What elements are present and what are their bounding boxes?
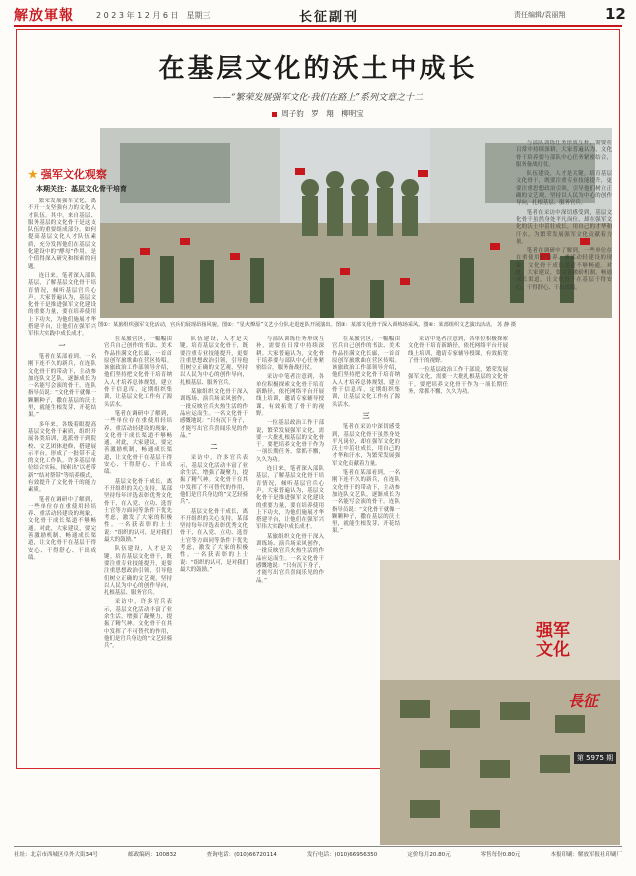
- paragraph: 队伍建设，人才是关键。培育基层文化骨干，既要注重专业技能提升，更要注重思想政治引领，引导他们树立正确的文艺观，坚持以人民为中心的创作导向，扎根基层、服务官兵。: [104, 546, 172, 597]
- page-footer: [14, 846, 622, 860]
- footer-circulation: 发行电话：(010)66956350: [306, 852, 378, 858]
- paragraph: 笔者在调研中了解到，一些单位存在重使用轻培养、重活动轻建设的现象，文化骨干成长渠道不够畅通。对此，大家建议，要完善激励机制，畅通成长渠道，让文化骨干在基层干得安心、干得舒心、干出成绩。: [28, 496, 96, 561]
- text-column-2: [104, 336, 172, 764]
- page-number: 12: [605, 5, 626, 23]
- paragraph: 在某旅营区，一幅幅由官兵自己创作的书法、美术作品挂满文化长廊，一首首原创军旅歌曲在营区传唱。该旅政治工作部领导介绍，他们坚持把文化骨干培育纳入人才培养总体规划，建立骨干信息库，定期组织集训，让基层文化工作有了源头活水。: [332, 336, 400, 408]
- paragraph: 连日来，笔者深入部队基层，了解基层文化骨干培育情况，倾听基层官兵心声。大家普遍认为，基层文化骨干是推进强军文化建设的重要力量，要在培养使用上下功夫，为他们施展才华搭建平台，让他们在强军兴军伟大实践中成长成才。: [256, 466, 324, 531]
- brand-signature: 長征: [568, 692, 599, 710]
- text-column-4: [256, 336, 324, 764]
- paragraph: 多年来，各级着眼提高基层文化骨干素质，组织开展各类培训，选派骨干到院校、文艺团体进修，搭建展示平台，形成了一批带不走的文化工作队。许多基层单位结合实际，探索出“以老带新”“结对帮带”等培养模式，有效提升了文化骨干的能力素质。: [28, 421, 96, 494]
- paragraph: 笔者在某部看到，一名刚下连不久的新兵，在连队文化骨干的带动下，主动参加连队文艺队，逐渐成长为一名能写会演的骨干。连队指导员说：“文化骨干就像一颗颗种子，撒在基层的沃土里，就能生根发芽、开花结果。”: [332, 470, 400, 535]
- paragraph: 一位基层政治工作干部说，繁荣发展强军文化，需要一大批扎根基层的文化骨干。要把培养文化骨干作为一项长期任务，常抓不懈，久久为功。: [408, 367, 508, 396]
- section-marker: 一: [58, 341, 66, 350]
- footer-printer: 本报印刷：解放军报社印刷厂: [550, 852, 622, 858]
- article-subheadline: ——“繁荣发展强军文化·我们在路上”系列文章之十二: [212, 93, 424, 103]
- paragraph: 笔者在采访中深切感受到，基层文化骨干虽然身处平凡岗位，却在强军文化的沃土中茁壮成长，用自己的才华和汗水，为繁荣发展强军文化贡献着力量。: [332, 424, 400, 467]
- paragraph: 繁荣发展强军文化，离不开一支坚强有力的文化人才队伍。其中，来自基层、服务基层的文化骨干是这支队伍的重要组成部分。如何提高基层文化人才队伍素质，充分发挥他们在基层文化建设中的“酵母”作用，是个值得深入研究和探索的问题。: [28, 198, 96, 270]
- article-byline: [0, 108, 636, 119]
- masthead: [14, 4, 626, 26]
- paragraph: 笔者在调研中了解到，一些单位存在重使用轻培养、重活动轻建设的现象，文化骨干成长渠道不够畅通。对此，大家建议，要完善激励机制，畅通成长渠道，让文化骨干在基层干得安心、干得舒心、干出成绩。: [516, 248, 612, 291]
- section-marker: 二: [210, 443, 218, 452]
- paragraph: 采访中，许多官兵表示，基层文化活动丰富了业余生活，增强了凝聚力，提振了精气神。文化骨干在其中发挥了不可替代的作用，他们是官兵身边的“文艺轻骑兵”。: [104, 599, 172, 650]
- intro-title-text: 强军文化观察: [40, 168, 107, 181]
- photo-caption-text: 图①：某旅组织强军文化活动，官兵们展现昂扬风貌。图②：“星火燎原”文艺小分队走进连队开展演出。图③：某部文化骨干深入训练场采风。图④：某部组织文艺演出活动。: [98, 322, 496, 328]
- paragraph: 在某旅营区，一幅幅由官兵自己创作的书法、美术作品挂满文化长廊，一首首原创军旅歌曲在营区传唱。该旅政治工作部领导介绍，他们坚持把文化骨干培育纳入人才培养总体规划，建立骨干信息库，定期组织集训，让基层文化工作有了源头活水。: [104, 336, 172, 408]
- editor-credit: 责任编辑/袁丽翔: [514, 11, 566, 19]
- section-marker: 三: [362, 411, 370, 420]
- paragraph: 采访中笔者注意到，各单位积极探索文化骨干培育新路径，依托网络平台开展线上培训，邀请专家辅导授课，有效拓宽了骨干的视野。: [256, 374, 324, 417]
- byline-text: 周子豹 罗 翔 柳明宝: [281, 109, 364, 118]
- footer-price: 定价每月20.80元: [407, 852, 451, 858]
- article-headline: 在基层文化的沃土中成长: [158, 54, 478, 84]
- paragraph: 队伍建设，人才是关键。培育基层文化骨干，既要注重专业技能提升，更要注重思想政治引领，引导他们树立正确的文艺观，坚持以人民为中心的创作导向，扎根基层、服务官兵。: [180, 336, 248, 386]
- newspaper-logo: 解放軍報: [14, 8, 74, 24]
- issue-date: 2 0 2 3 年 1 2 月 6 日 星期三: [96, 11, 211, 20]
- text-column-1: [28, 198, 96, 764]
- paragraph: 采访中笔者注意到，各单位积极探索文化骨干培育新路径，依托网络平台开展线上培训，邀请专家辅导授课，有效拓宽了骨干的视野。: [408, 336, 508, 364]
- text-column-3: [180, 336, 248, 764]
- paragraph: 某旅组织文化骨干深入训练场、演兵场采风创作，一批反映官兵火热生活的作品应运而生。一名文化骨干感慨地说：“只有沉下身子，才能写出官兵喜闻乐见的作品。”: [256, 533, 324, 584]
- paragraph: 连日来，笔者深入部队基层，了解基层文化骨干培育情况，倾听基层官兵心声。大家普遍认为，基层文化骨干是推进强军文化建设的重要力量，要在培养使用上下功夫，为他们施展才华搭建平台，让他们在强军兴军伟大实践中成长成才。: [28, 272, 96, 338]
- logo-line-2: 文化: [536, 640, 570, 660]
- paragraph: 队伍建设，人才是关键。培育基层文化骨干，既要注重专业技能提升，更要注重思想政治引领，引导他们树立正确的文艺观，坚持以人民为中心的创作导向，扎根基层、服务官兵。: [516, 171, 612, 207]
- section-title: 长征副刊: [299, 10, 360, 25]
- paragraph: 基层文化骨干成长，离不开组织的关心支持。某部坚持每年评选表彰优秀文化骨干，在入党、立功、选晋士官等方面同等条件下优先考虑，激发了大家的积极性。一名获表彰的上士说：“组织的认可，是对我们最大的鼓励。”: [180, 508, 248, 573]
- paragraph: 采访中，许多官兵表示，基层文化活动丰富了业余生活，增强了凝聚力，提振了精气神。文化骨干在其中发挥了不可替代的作用，他们是官兵身边的“文艺轻骑兵”。: [180, 455, 248, 506]
- text-column-6: [408, 336, 508, 471]
- photo-credit: 苏 静 摄: [497, 322, 517, 328]
- paragraph: 与部队训练任务形成互补，需要在日常中持续深耕。大家普遍认为，文化骨干培养要与部队中心任务紧密结合，服务备战打仗。: [256, 336, 324, 372]
- paragraph: 笔者在采访中深切感受到，基层文化骨干虽然身处平凡岗位，却在强军文化的沃土中茁壮成长，用自己的才华和汗水，为繁荣发展强军文化贡献着力量。: [516, 209, 612, 245]
- logo-line-1: 强军: [536, 621, 570, 641]
- intro-title: [28, 166, 107, 182]
- masthead-rule: [14, 25, 622, 27]
- footer-retail: 零售每份0.80元: [480, 852, 521, 858]
- paragraph: 笔者在某部看到，一名刚下连不久的新兵，在连队文化骨干的带动下，主动参加连队文艺队，逐渐成长为一名能写会演的骨干。连队指导员说：“文化骨干就像一颗颗种子，撒在基层的沃土里，就能生根发芽、开花结果。”: [28, 353, 96, 419]
- paragraph: 一位基层政治工作干部说，繁荣发展强军文化，需要一大批扎根基层的文化骨干。要把培养文化骨干作为一项长期任务，常抓不懈，久久为功。: [256, 420, 324, 463]
- paragraph: 与部队训练任务形成互补，需要在日常中持续深耕。大家普遍认为，文化骨干培养要与部队中心任务紧密结合，服务备战打仗。: [516, 140, 612, 168]
- footer-postcode: 邮政编码：100832: [128, 852, 177, 858]
- paragraph: 某旅组织文化骨干深入训练场、演兵场采风创作，一批反映官兵火热生活的作品应运而生。一名文化骨干感慨地说：“只有沉下身子，才能写出官兵喜闻乐见的作品。”: [180, 389, 248, 439]
- byline-marker: [272, 112, 277, 117]
- paragraph: 基层文化骨干成长，离不开组织的关心支持。某部坚持每年评选表彰优秀文化骨干，在入党、立功、选晋士官等方面同等条件下优先考虑，激发了大家的积极性。一名获表彰的上士说：“组织的认可，是对我们最大的鼓励。”: [104, 478, 172, 544]
- paragraph: 笔者在调研中了解到，一些单位存在重使用轻培养、重活动轻建设的现象，文化骨干成长渠道不够畅通。对此，大家建议，要完善激励机制，畅通成长渠道，让文化骨干在基层干得安心、干得舒心、干出成绩。: [104, 410, 172, 476]
- intro-subtitle: 本期关注：基层文化骨干培育: [36, 185, 127, 193]
- footer-phone: 查询电话：(010)66720114: [206, 852, 277, 858]
- issue-number-badge: 第 5975 期: [574, 752, 616, 764]
- footer-address: 社址：北京市西城区阜外大街34号: [14, 852, 98, 858]
- star-icon: ★: [28, 168, 38, 181]
- text-column-7: [516, 140, 612, 471]
- section-logo: [536, 622, 616, 682]
